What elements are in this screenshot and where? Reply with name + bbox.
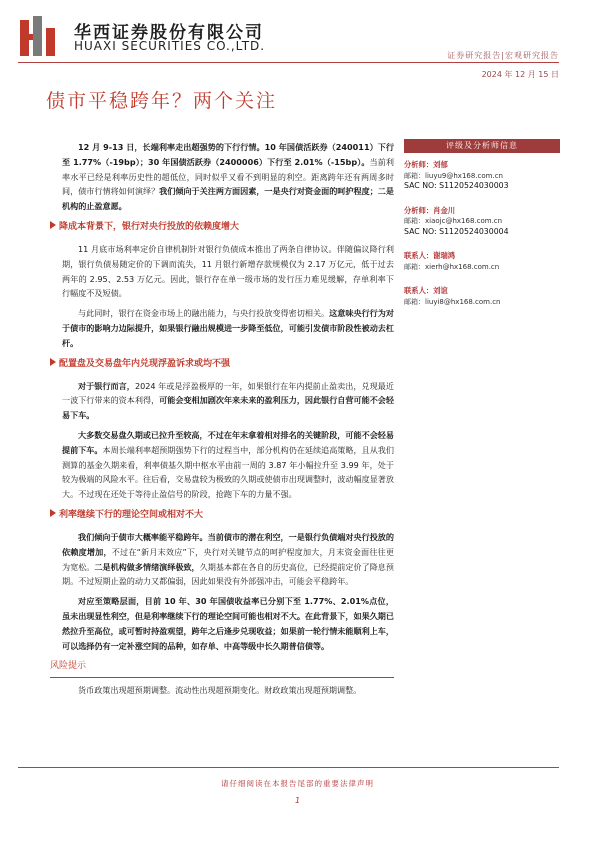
company-logo [20, 16, 58, 56]
section-heading-3: 利率继续下行的理论空间或相对不大 [50, 508, 394, 522]
analyst-email[interactable]: 邮箱：xiaojc@hx168.com.cn [404, 217, 503, 225]
contact-card [404, 251, 560, 272]
contact-name: 联系人：谢瑞鸿 [404, 251, 456, 260]
report-date: 2024 年 12 月 15 日 [481, 70, 559, 79]
main-content [50, 140, 394, 703]
sec2-paragraph-1: 对于银行而言，2024 年或是浮盈极厚的一年，如果银行在年内提前止盈卖出，兑现最近一波下行带来的资本利得，可能会变相加剧次年来未来的盈利压力，因此银行自营可能不会轻易下车。 [62, 380, 394, 421]
contact-email[interactable]: 邮箱：xierh@hx168.com.cn [404, 262, 500, 271]
contact-card [404, 286, 560, 307]
sec1-paragraph-2: 与此同时，银行在资金市场上的融出能力，与央行投放变得密切相关。这意味央行行为对于债市的影响力边际提升，如果银行融出规模进一步降至低位，可能引发债市阶段性被动去杠杆。 [62, 308, 394, 348]
risk-divider [50, 677, 394, 678]
sidebar-title: 评级及分析师信息 [404, 139, 560, 153]
header-divider [18, 62, 559, 63]
risk-heading: 风险提示 [50, 661, 87, 672]
risk-text: 货币政策出现超预期调整。流动性出现超预期变化。财政政策出现超预期调整。 [78, 685, 362, 696]
triangle-bullet-icon [50, 221, 56, 229]
contact-email[interactable]: 邮箱：liuyi8@hx168.com.cn [404, 297, 501, 306]
intro-paragraph: 12 月 9-13 日，长端利率走出超强势的下行行情。10 年国债活跃券（240011）下行至 1.77%（-19bp）；30 年国债活跃券（2400006）下行至 2.01%（-15bp）。当前利率水平已经是利率历史性的超低位，同时似乎又看不到明显的利空。距离跨年还有两周多时间，债市行情将如何演绎？我们倾向于关注两方面因素，一是央行对资金面的呵护程度；二是机构的止盈意愿。 [62, 142, 394, 212]
analyst-name: 分析师：刘郁 [404, 160, 448, 169]
triangle-bullet-icon [50, 358, 56, 366]
section-heading-1: 降成本背景下，银行对央行投放的依赖度增大 [50, 220, 394, 234]
report-type: 证券研究报告|宏观研究报告 [447, 51, 559, 60]
analyst-sac: SAC NO: S1120524030003 [404, 181, 509, 190]
legal-notice: 请仔细阅读在本报告尾部的重要法律声明 [221, 779, 374, 788]
analyst-card [404, 206, 560, 238]
contact-name: 联系人：刘谊 [404, 286, 448, 295]
analyst-card [404, 160, 560, 192]
sec2-paragraph-2: 大多数交易盘久期或已拉升至较高，不过在年末拿着相对排名的关键阶段，可能不会轻易提前下车。本周长端利率超预期强势下行的过程当中，部分机构仍在延续追高策略，且从我们测算的基金久期来看，利率债基久期中枢水平由前一周的 3.87 年小幅拉升至 3.99 年，处于较为极端的风险水平。往后看，交易盘较为极致的久期或使债市出现调整时，波动幅度显著放大。不过现在还处于等待止盈信号的阶段，抢跑下车的力量不强。 [62, 429, 394, 500]
sec3-paragraph-2: 对应至策略层面，目前 10 年、30 年国债收益率已分别下至 1.77%、2.01%点位，虽未出现显性利空，但是利率继续下行的理论空间可能也相对不大。在此背景下，如果久期已然拉升至高位，或可暂时持盈观望，跨年之后逢步兑现收益；如果前一轮行情未能顺利上车，可以选择仍有一定补涨空间的品种，如存单、中高等级中长久期普信债等。 [62, 596, 394, 651]
sec1-paragraph-1: 11 月底市场利率定价自律机制针对银行负债成本推出了两条自律协议。伴随偏议降行利期，银行负债易随定价的下调而流失，11 月银行新增存款规模仅为 2.17 万亿元，低于过去两年的 2.95、2.53 万亿元。因此，银行存在单一级市场的发行压力难见缓解，存单利率下行幅度不及短债。 [62, 243, 394, 299]
section-heading-2: 配置盘及交易盘年内兑现浮盈诉求或均不强 [50, 357, 394, 371]
analyst-sidebar [404, 139, 560, 307]
sec3-paragraph-1: 我们倾向于债市大概率能平稳跨年。当前债市的潜在利空，一是银行负债端对央行投放的依赖度增加，不过在“新月末效应”下，央行对关键节点的呵护程度加大，月末资金面往往更为宽松。二是机构做多情绪演绎极致，久期基本都在各自的历史高位，已经提前定价了降息预期。不过短期止盈的动力又都偏弱，因此如果没有外部强冲击，可能会平稳跨年。 [62, 531, 394, 587]
triangle-bullet-icon [50, 509, 56, 517]
footer-divider [18, 767, 559, 768]
company-name-en: HUAXI SECURITIES CO.,LTD. [74, 39, 266, 53]
company-name-cn: 华西证券股份有限公司 [74, 23, 264, 43]
page-title: 债市平稳跨年？两个关注 [46, 90, 278, 112]
analyst-sac: SAC NO: S1120524030004 [404, 226, 509, 236]
page-number: 1 [294, 796, 301, 805]
analyst-email[interactable]: 邮箱：liuyu9@hx168.com.cn [404, 171, 503, 180]
analyst-name: 分析师：肖金川 [404, 205, 456, 215]
